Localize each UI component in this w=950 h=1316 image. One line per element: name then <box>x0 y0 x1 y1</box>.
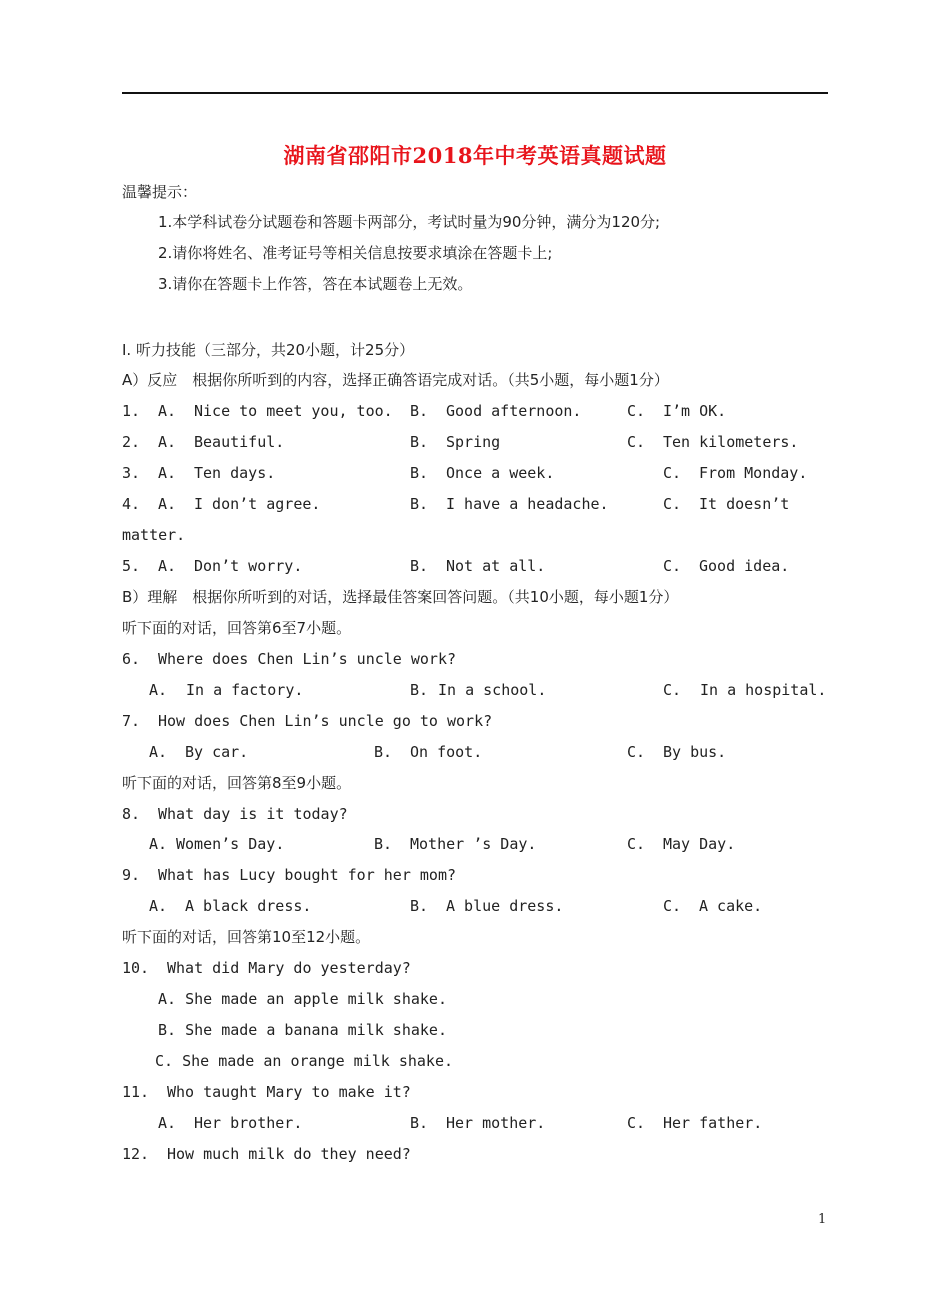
question-number: 6. <box>122 650 141 668</box>
question-number: 9. <box>122 866 141 884</box>
option-letter: C. <box>663 557 682 575</box>
option-letter: C. <box>627 402 646 420</box>
header-rule <box>122 92 828 94</box>
question-stem: What day is it today? <box>158 805 348 823</box>
notice-3: 3.请你在答题卡上作答，答在本试题卷上无效。 <box>158 275 473 293</box>
option-c: C. She made an orange milk shake. <box>155 1052 454 1070</box>
option-letter: C. <box>627 1114 646 1132</box>
question-number: 12. <box>122 1145 150 1163</box>
option-letter: C. <box>627 433 646 451</box>
option-letter: A. <box>158 1114 177 1132</box>
option-text: Don’t worry. <box>194 557 303 575</box>
option-letter: B. <box>410 557 429 575</box>
option-text: It doesn’t <box>699 495 790 513</box>
option-text: Mother ’s Day. <box>410 835 537 853</box>
option-letter: A. <box>158 433 177 451</box>
option-letter: B. <box>410 495 429 513</box>
option-letter: B. <box>410 433 429 451</box>
question-number: 10. <box>122 959 150 977</box>
option-text: By car. <box>185 743 249 761</box>
option-letter: A. <box>158 402 177 420</box>
question-number: 1. <box>122 402 141 420</box>
option-text: By bus. <box>663 743 727 761</box>
option-text: May Day. <box>663 835 736 853</box>
option-text: I don’t agree. <box>194 495 321 513</box>
question-stem: What did Mary do yesterday? <box>167 959 411 977</box>
option-text: In a school. <box>438 681 547 699</box>
option-letter: B. <box>374 743 393 761</box>
option-letter: A. <box>149 897 168 915</box>
question-number: 7. <box>122 712 141 730</box>
listening-prompt: 听下面的对话，回答第6至7小题。 <box>122 619 352 637</box>
option-text: Her father. <box>663 1114 763 1132</box>
question-number: 8. <box>122 805 141 823</box>
option-text: From Monday. <box>699 464 808 482</box>
option-letter: A. <box>158 464 177 482</box>
option-a: A. She made an apple milk shake. <box>158 990 447 1008</box>
notice-heading: 温馨提示： <box>122 183 198 201</box>
option-letter: A. <box>149 743 168 761</box>
listening-prompt: 听下面的对话，回答第8至9小题。 <box>122 774 352 792</box>
option-text: A black dress. <box>185 897 312 915</box>
option-letter: C. <box>627 835 646 853</box>
part-b-instruction: B）理解 根据你所听到的对话，选择最佳答案回答问题。（共10小题，每小题1分） <box>122 588 679 606</box>
option-letter: A. <box>149 835 168 853</box>
option-text-continued: matter. <box>122 526 186 544</box>
page-title: 湖南省邵阳市2018年中考英语真题试题 <box>283 143 667 168</box>
option-letter: B. <box>410 1114 429 1132</box>
page-number: 1 <box>818 1212 827 1227</box>
option-text: I’m OK. <box>663 402 727 420</box>
part-a-instruction: A）反应 根据你所听到的内容，选择正确答语完成对话。（共5小题，每小题1分） <box>122 371 669 389</box>
question-stem: How does Chen Lin’s uncle go to work? <box>158 712 493 730</box>
listening-prompt: 听下面的对话，回答第10至12小题。 <box>122 928 371 946</box>
option-text: Her mother. <box>446 1114 546 1132</box>
option-letter: A. <box>158 557 177 575</box>
section-heading: Ⅰ. 听力技能（三部分，共20小题，计25分） <box>122 341 415 359</box>
option-text: I have a headache. <box>446 495 609 513</box>
question-number: 4. <box>122 495 141 513</box>
option-text: Her brother. <box>194 1114 303 1132</box>
option-text: Once a week. <box>446 464 555 482</box>
option-text: In a factory. <box>186 681 304 699</box>
option-text: A cake. <box>699 897 763 915</box>
option-letter: C. <box>663 897 682 915</box>
option-letter: B. <box>374 835 393 853</box>
option-text: Women’s Day. <box>176 835 285 853</box>
option-text: On foot. <box>410 743 483 761</box>
option-text: Beautiful. <box>194 433 285 451</box>
question-stem: How much milk do they need? <box>167 1145 411 1163</box>
option-text: Not at all. <box>446 557 546 575</box>
option-b: B. She made a banana milk shake. <box>158 1021 447 1039</box>
option-letter: A. <box>149 681 168 699</box>
option-text: Ten kilometers. <box>663 433 799 451</box>
option-text: Nice to meet you, too. <box>194 402 393 420</box>
option-letter: C. <box>663 495 682 513</box>
question-stem: What has Lucy bought for her mom? <box>158 866 457 884</box>
question-stem: Who taught Mary to make it? <box>167 1083 411 1101</box>
option-letter: B. <box>410 464 429 482</box>
option-letter: B. <box>410 681 429 699</box>
option-text: Ten days. <box>194 464 276 482</box>
option-text: In a hospital. <box>700 681 827 699</box>
option-letter: B. <box>410 402 429 420</box>
option-text: A blue dress. <box>446 897 564 915</box>
option-letter: A. <box>158 495 177 513</box>
question-number: 2. <box>122 433 141 451</box>
question-number: 11. <box>122 1083 150 1101</box>
question-stem: Where does Chen Lin’s uncle work? <box>158 650 457 668</box>
option-text: Good afternoon. <box>446 402 582 420</box>
question-number: 5. <box>122 557 141 575</box>
option-text: Good idea. <box>699 557 790 575</box>
option-letter: B. <box>410 897 429 915</box>
question-number: 3. <box>122 464 141 482</box>
option-letter: C. <box>627 743 646 761</box>
option-text: Spring <box>446 433 501 451</box>
option-letter: C. <box>663 464 682 482</box>
notice-1: 1.本学科试卷分试题卷和答题卡两部分，考试时量为90分钟，满分为120分; <box>158 213 661 231</box>
option-letter: C. <box>663 681 682 699</box>
notice-2: 2.请你将姓名、准考证号等相关信息按要求填涂在答题卡上; <box>158 244 553 262</box>
